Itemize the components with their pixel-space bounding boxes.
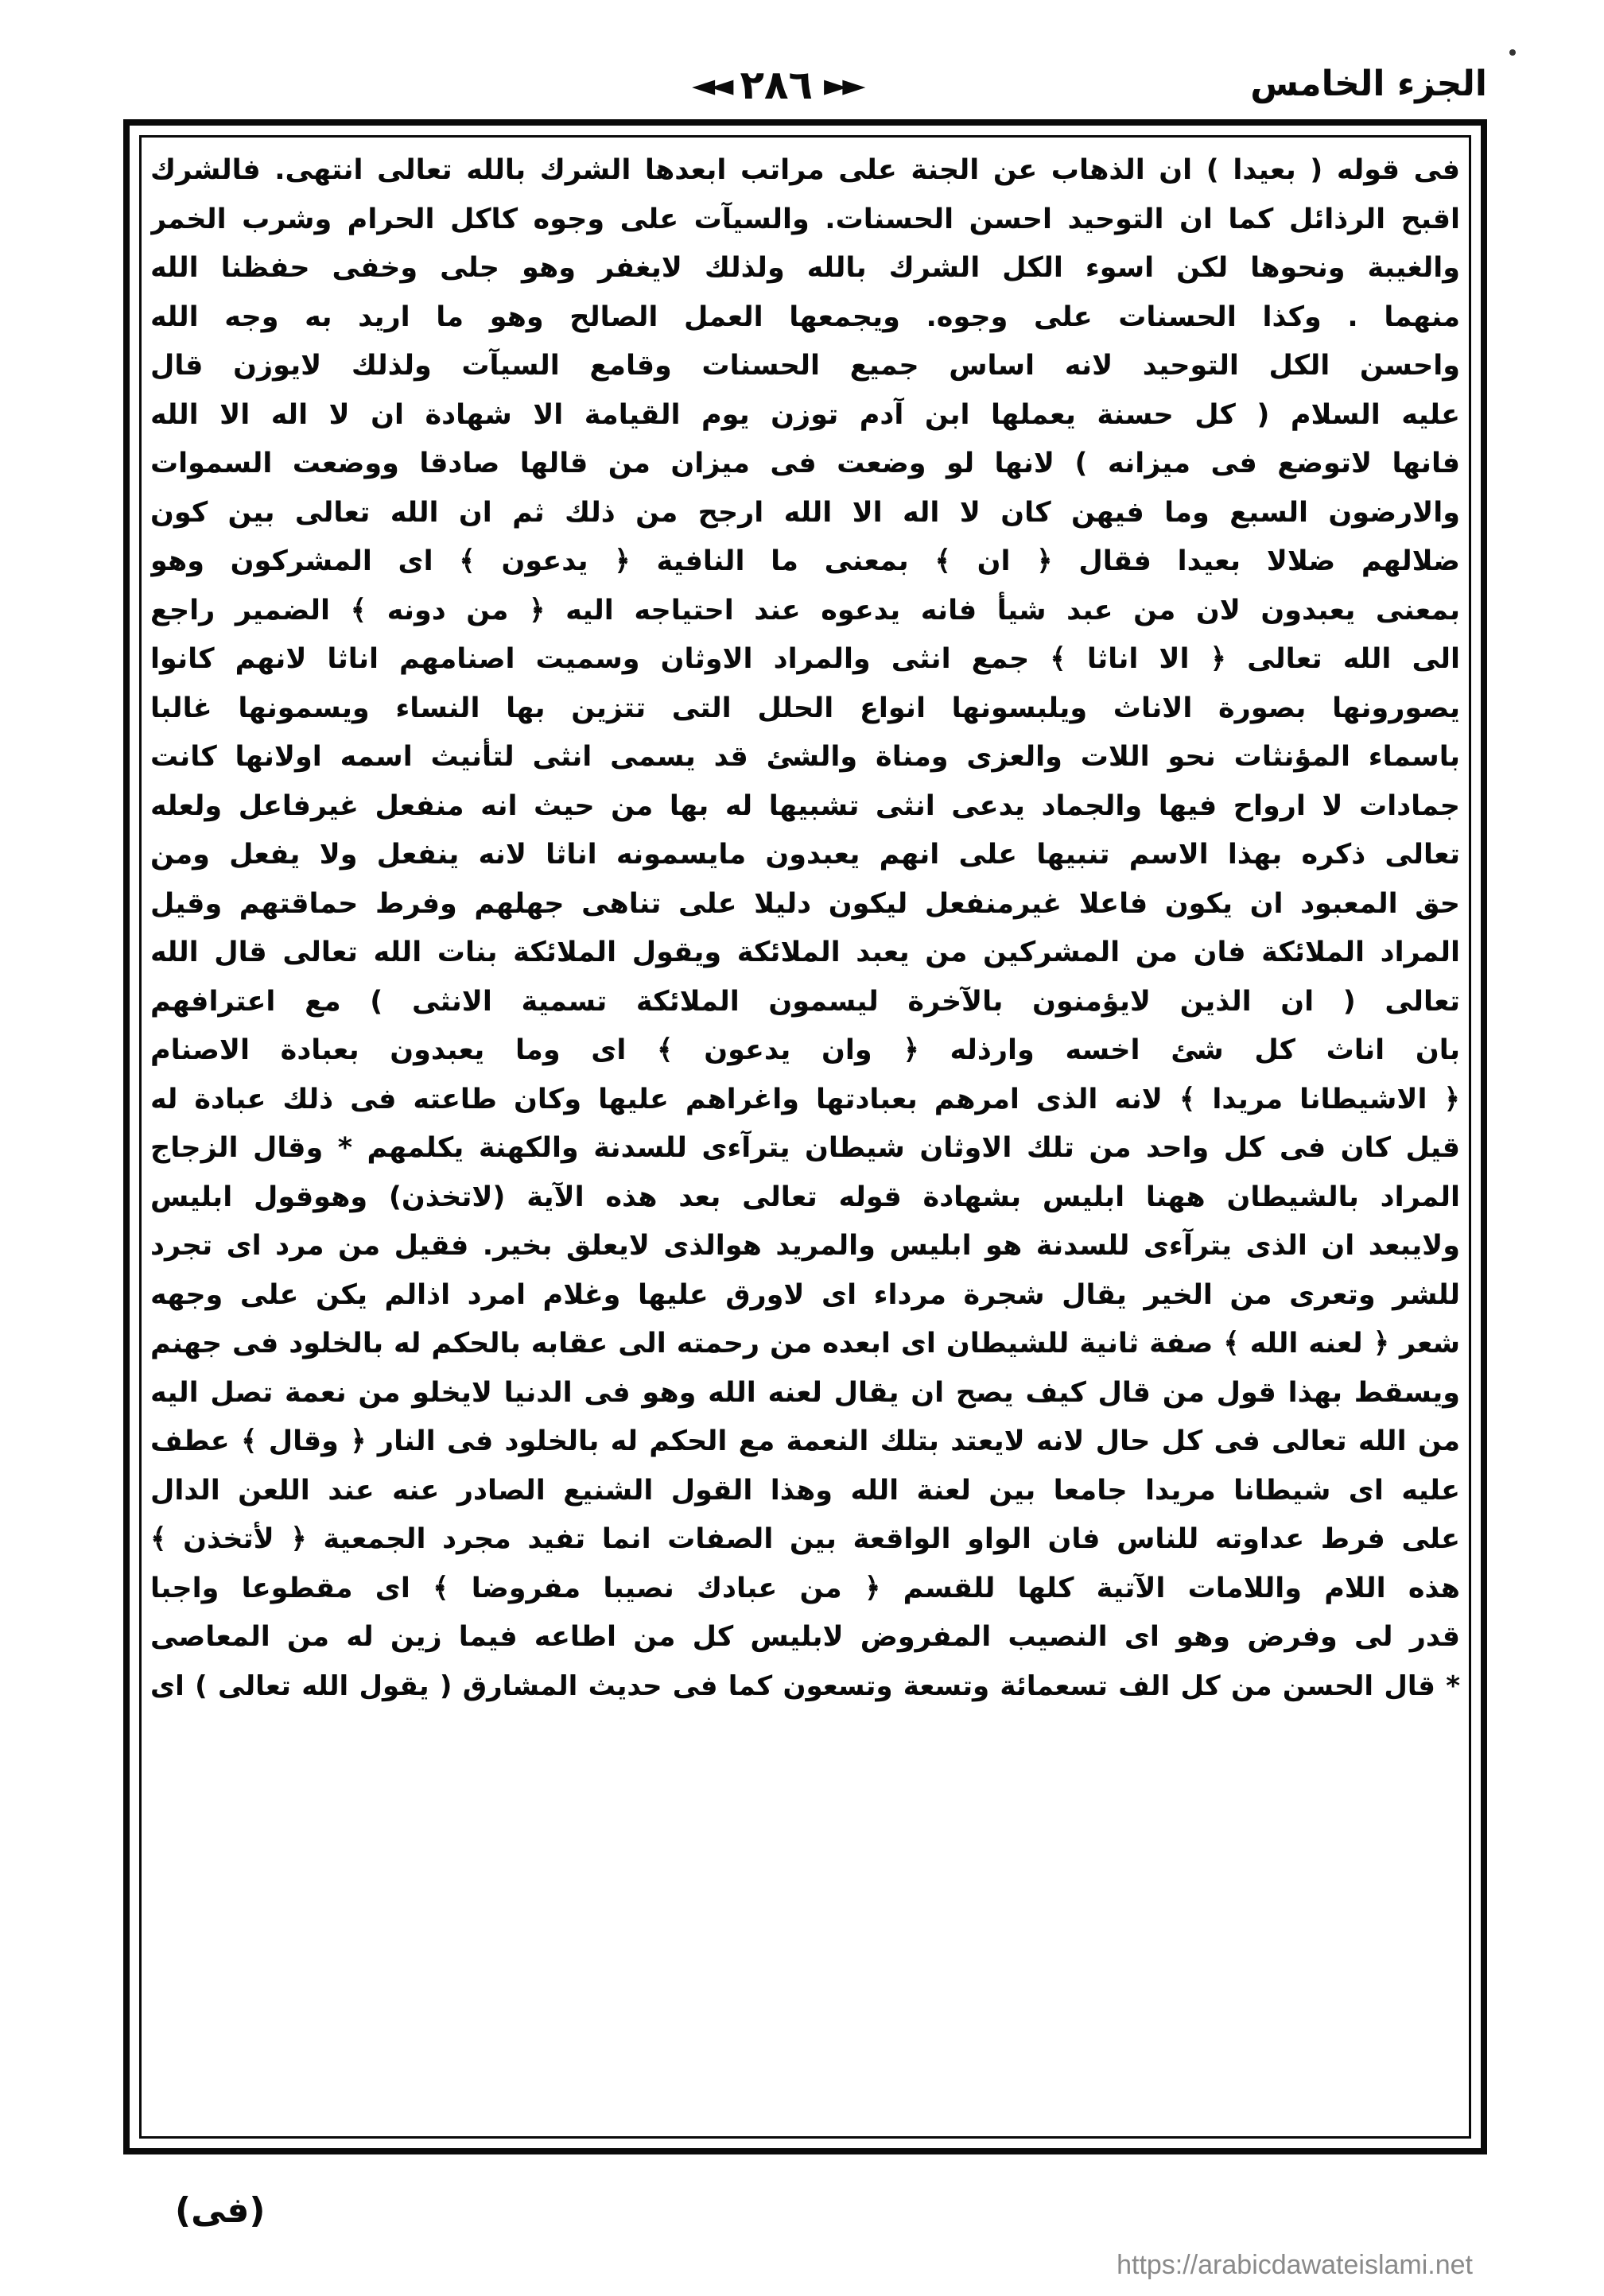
volume-label: الجزء الخامس — [1250, 64, 1487, 104]
text-line: عليه اى شيطانا مريدا جامعا بين لعنة الله وهذا القول الشنيع الصادر عنه عند اللعن الدال — [150, 1474, 1460, 1507]
text-line: باسماء المؤنثات نحو اللات والعزى ومناة والشئ قد يسمى انثى لتأنيث اسمه اولانها كانت — [150, 741, 1460, 773]
text-line: بان اناث كل شئ اخسه وارذله ﴿ وان يدعون ﴾ اى وما يعبدون بعبادة الاصنام — [150, 1034, 1460, 1066]
text-line: والارضون السبع وما فيهن كان لا اله الا الله ارجح من ذلك ثم ان الله تعالى بين كون — [150, 496, 1460, 529]
text-line: قيل كان فى كل واحد من تلك الاوثان شيطان يترآءى للسدنة والكهنة يكلمهم * وقال الزجاج — [150, 1132, 1460, 1164]
page-header — [119, 48, 1487, 127]
text-line: * قال الحسن من كل الف تسعمائة وتسعة وتسعون كما فى حديث المشارق ( يقول الله تعالى ) اى — [150, 1670, 1460, 1702]
text-line: تعالى ( ان الذين لايؤمنون بالآخرة ليسمون الملائكة تسمية الانثى ) مع اعترافهم — [150, 985, 1460, 1018]
text-line: شعر ﴿ لعنه الله ﴾ صفة ثانية للشيطان اى ابعده من رحمته الى عقابه بالحكم له بالخلود فى جهنم — [150, 1328, 1460, 1359]
text-line: الى الله تعالى ﴿ الا اناثا ﴾ جمع انثى والمراد الاوثان وسميت اصنامهم اناثا لانهم كانوا — [150, 643, 1460, 675]
scan-speck — [1509, 49, 1516, 56]
text-line: هذه اللام واللامات الآتية كلها للقسم ﴿ من عبادك نصيبا مفروضا ﴾ اى مقطوعا واجبا — [150, 1572, 1460, 1604]
text-line: بمعنى يعبدون لان من عبد شيأ فانه يدعوه عند احتياجه اليه ﴿ من دونه ﴾ الضمير راجع — [150, 594, 1460, 626]
ornament-left-icon: ◄◄ — [692, 68, 729, 103]
text-line: جمادات لا ارواح فيها والجماد يدعى انثى تشبيها له بها من حيث انه منفعل غيرفاعل ولعله — [150, 789, 1460, 822]
text-frame — [123, 119, 1487, 2154]
text-line: المراد الملائكة فان من المشركين من يعبد الملائكة ويقول الملائكة بنات الله تعالى قال الله — [150, 937, 1460, 968]
catchword: (فى) — [175, 2190, 266, 2231]
text-line: منهما . وكذا الحسنات على وجوه. ويجمعها العمل الصالح وهو ما اريد به وجه الله — [150, 301, 1460, 333]
text-line: يصورونها بصورة الاناث ويلبسونها انواع الحلل التى تتزين بها النساء ويسمونها غالبا — [150, 692, 1460, 724]
text-line: واحسن الكل التوحيد لانه اساس جميع الحسنات وقامع السيآت ولذلك لايوزن قال — [150, 350, 1460, 382]
ornament-right-icon: ►► — [824, 68, 861, 103]
text-line: حق المعبود ان يكون فاعلا غيرمنفعل ليكون دليلا على تناهى جهلهم وفرط حماقتهم وقيل — [150, 887, 1460, 920]
text-line: والغيبة ونحوها لكن اسوء الكل الشرك بالله ولذلك لايغفر وهو جلى وخفى حفظنا الله — [150, 252, 1460, 284]
text-line: للشر وتعرى من الخير يقال شجرة مرداء اى لاورق عليها وغلام امرد اذالم يكن على وجهه — [150, 1278, 1460, 1311]
text-line: فانها لاتوضع فى ميزانه ) لانها لو وضعت فى ميزان من قالها صادقا ووضعت السموات — [150, 448, 1460, 479]
text-line: على فرط عداوته للناس فان الواو الواقعة بين الصفات انما تفيد مجرد الجمعية ﴿ لأتخذن ﴾ — [150, 1523, 1460, 1555]
text-line: ويسقط بهذا قول من قال كيف يصح ان يقال لعنه الله وهو فى الدنيا لايخلو من نعمة تصل اليه — [150, 1376, 1460, 1409]
text-line: اقبح الرذائل كما ان التوحيد احسن الحسنات. والسيآت على وجوه كاكل الحرام وشرب الخمر — [150, 203, 1460, 235]
text-line: من الله تعالى فى كل حال لانه لايعتد بتلك النعمة مع الحكم له بالخلود فى النار ﴿ وقال ﴾ عطف — [150, 1425, 1460, 1457]
page-number: ٢٨٦ — [740, 62, 814, 108]
text-line: عليه السلام ( كل حسنة يعملها ابن آدم توزن يوم القيامة الا شهادة ان لا اله الا الله — [150, 398, 1460, 431]
watermark: https://arabicdawateislami.net — [1117, 2250, 1473, 2280]
text-line: تعالى ذكره بهذا الاسم تنبيها على انهم يعبدون مايسمونه اناثا لانه ينفعل ولا يفعل ومن — [150, 839, 1460, 871]
text-line: فى قوله ( بعيدا ) ان الذهاب عن الجنة على مراتب ابعدها الشرك بالله تعالى انتهى. فالشرك — [150, 154, 1460, 186]
text-line: ﴿ الاشيطانا مريدا ﴾ لانه الذى امرهم بعبادتها واغراهم عليها وكان طاعته فى ذلك عبادة له — [150, 1083, 1460, 1115]
text-line: ضلالهم ضلالا بعيدا فقال ﴿ ان ﴾ بمعنى ما النافية ﴿ يدعون ﴾ اى المشركون وهو — [150, 545, 1460, 577]
text-line: ولايبعد ان الذى يترآءى للسدنة هو ابليس والمريد هوالذى لايعلق بخير. فقيل من مرد اى تجرد — [150, 1230, 1460, 1262]
text-line: قدر لى وفرض وهو اى النصيب المفروض لابليس كل من اطاعه فيما زين له من المعاصى — [150, 1621, 1460, 1653]
body-text — [150, 146, 1460, 2127]
page-number-group — [692, 62, 860, 108]
text-line: المراد بالشيطان ههنا ابليس بشهادة قوله تعالى بعد هذه الآية (لاتخذن) وهوقول ابليس — [150, 1181, 1460, 1213]
